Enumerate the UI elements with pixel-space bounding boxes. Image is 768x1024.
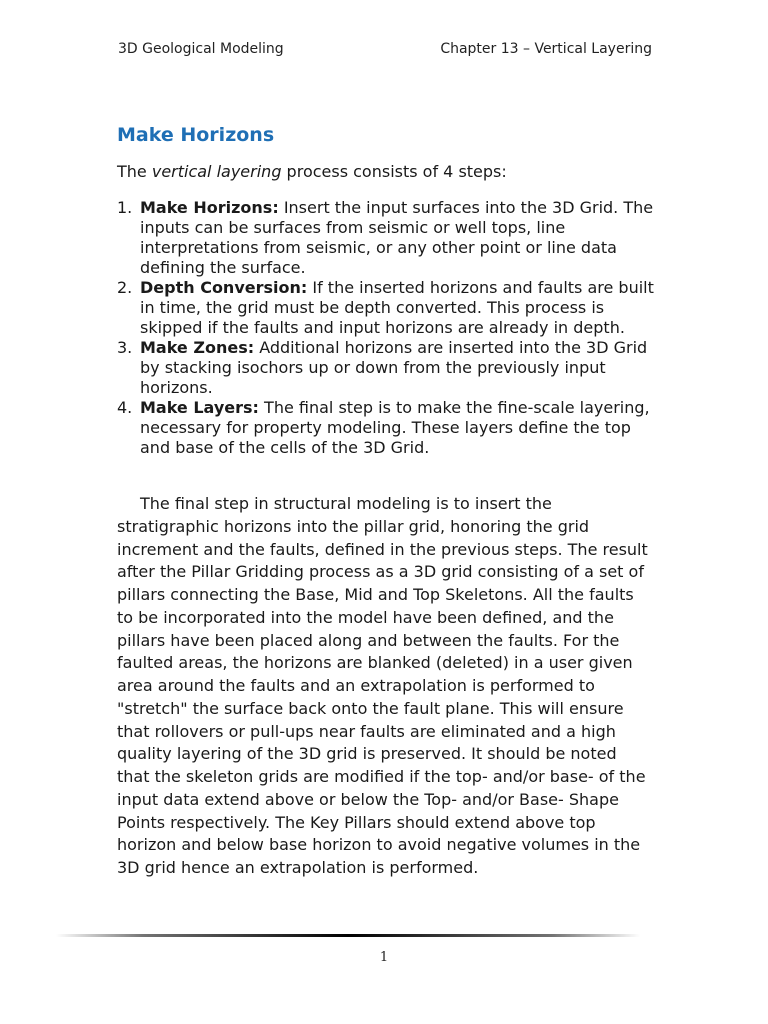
intro-emphasis: vertical layering (151, 162, 282, 181)
footer-divider (56, 934, 640, 937)
body-paragraph: The final step in structural modeling is to insert the stratigraphic horizons into the pillar grid, honoring the grid increment and the faults, defined in the previous steps. The result after the Pillar Gridding process as a 3D grid consisting of a set of pillars connecting the Base, Mid and Top Skeletons. All the faults to be incorporated into the model have been defined, and the pillars have been placed along and between the faults. For the faulted areas, the horizons are blanked (deleted) in a user given area around the faults and an extrapolation is performed to "stretch" the surface back onto the fault plane. This will ensure that rollovers or pull-ups near faults are eliminated and a high quality layering of the 3D grid is preserved. It should be noted that the skeleton grids are modified if the top- and/or base- of the input data extend above or below the Top- and/or Base- Shape Points respectively. The Key Pillars should extend above top horizon and below base horizon to avoid negative volumes in the 3D grid hence an extrapolation is performed. (117, 494, 648, 877)
step-text: Insert the input surfaces into the 3D Grid. The inputs can be surfaces from seismic or well tops, line interpretations from seismic, or any other point or line data defining the surface. (140, 198, 654, 277)
intro-text-start: The (117, 162, 152, 181)
step-title: Make Horizons: (140, 198, 279, 217)
step-title: Make Zones: (140, 338, 255, 357)
step-number: 3. (117, 338, 133, 357)
step-text: If the inserted horizons and faults are built in time, the grid must be depth converted. This process is skipped if the faults and input horizons are already in depth. (140, 278, 654, 337)
intro-text-end: process consists of 4 steps: (281, 162, 507, 181)
page-number: 1 (379, 950, 389, 965)
step-number: 1. (117, 198, 133, 217)
list-item-step-1 (117, 198, 657, 278)
step-text: The final step is to make the fine-scale layering, necessary for property modeling. These layers define the top and base of the cells of the 3D Grid. (140, 398, 650, 457)
list-item-step-2 (117, 278, 657, 338)
header-chapter-title: Chapter 13 – Vertical Layering (440, 41, 652, 57)
list-item-step-3 (117, 338, 657, 398)
page-header (118, 41, 652, 61)
step-title: Depth Conversion: (140, 278, 308, 297)
step-number: 4. (117, 398, 133, 417)
section-heading: Make Horizons (117, 124, 275, 146)
step-text: Additional horizons are inserted into the 3D Grid by stacking isochors up or down from the previously input horizons. (140, 338, 648, 397)
steps-list (117, 198, 657, 458)
step-number: 2. (117, 278, 133, 297)
header-book-title: 3D Geological Modeling (118, 41, 284, 57)
list-item-step-4 (117, 398, 657, 458)
intro-sentence (117, 161, 507, 183)
step-title: Make Layers: (140, 398, 259, 417)
